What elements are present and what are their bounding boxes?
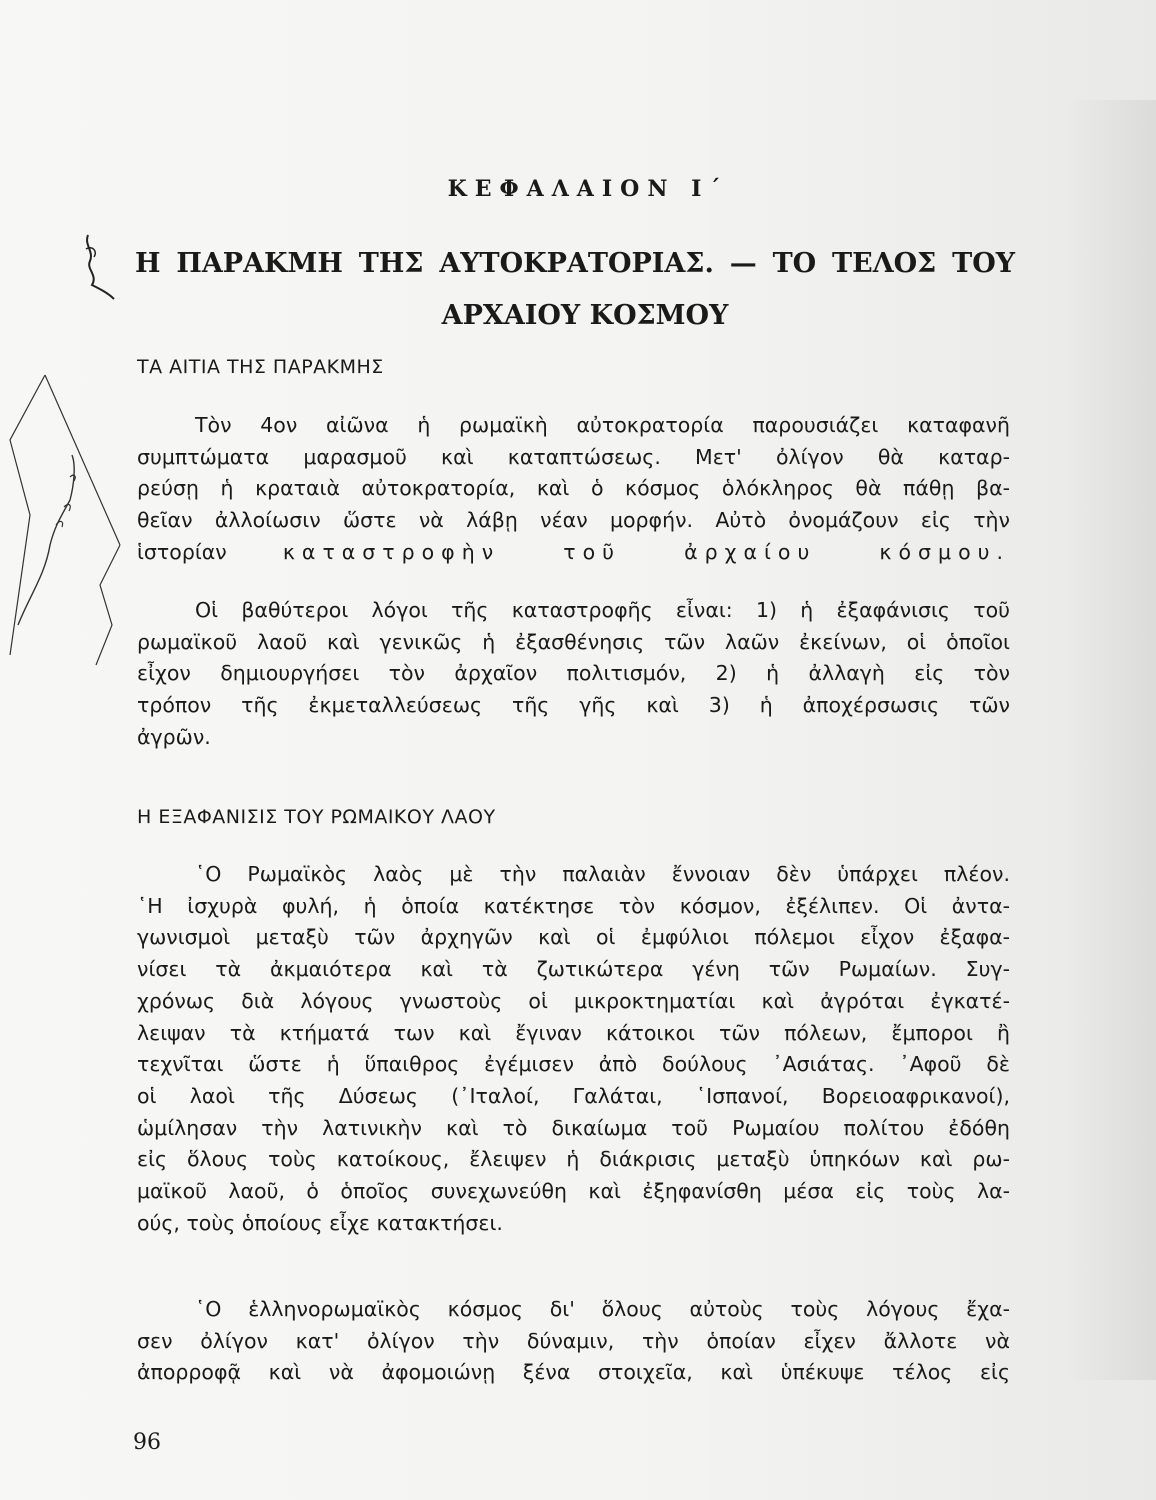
text-line: Τὸν 4ον αἰῶνα ἡ ρωμαϊκὴ αὐτοκρατορία παρουσιάζει καταφανῆ (195, 413, 1010, 437)
text-line: εἶχον δημιουργήσει τὸν ἀρχαῖον πολιτισμόν, 2) ἡ ἀλλαγὴ εἰς τὸν (137, 661, 1010, 686)
text-run: ἱστορίαν (137, 539, 227, 564)
chapter-title-line1: Η ΠΑΡΑΚΜΗ ΤΗΣ ΑΥΤΟΚΡΑΤΟΡΙΑΣ. — ΤΟ ΤΕΛΟΣ ΤΟΥ (135, 248, 1015, 279)
emphasized-spaced-text: καταστροφὴν τοῦ ἀρχαίου κόσμου. (282, 539, 1010, 564)
text-line: ἀπορροφᾷ καὶ νὰ ἀφομοιώνῃ ξένα στοιχεῖα, καὶ ὑπέκυψε τέλος εἰς (137, 1360, 1010, 1385)
chapter-heading: ΚΕΦΑΛΑΙΟΝ Ι΄ (447, 176, 729, 202)
text-line: θεῖαν ἀλλοίωσιν ὥστε νὰ λάβῃ νέαν μορφήν. Αὐτὸ ὀνομάζουν εἰς τὴν (137, 508, 1010, 533)
text-line: ρεύσῃ ἡ κραταιὰ αὐτοκρατορία, καὶ ὁ κόσμος ὁλόκληρος θὰ πάθῃ βα- (137, 476, 1010, 501)
section-heading-disappearance: Η ΕΞΑΦΑΝΙΣΙΣ ΤΟΥ ΡΩΜΑΙΚΟΥ ΛΑΟΥ (137, 806, 496, 828)
text-line: ρωμαϊκοῦ λαοῦ καὶ γενικῶς ἡ ἐξασθένησις τῶν λαῶν ἐκείνων, οἱ ὁποῖοι (137, 629, 1010, 654)
text-line: ἀγρῶν. (137, 724, 211, 749)
chapter-title-line2: ΑΡΧΑΙΟΥ ΚΟΣΜΟΥ (441, 300, 729, 331)
text-line: νίσει τὰ ἀκμαιότερα καὶ τὰ ζωτικώτερα γένη τῶν Ρωμαίων. Συγ- (137, 957, 1010, 982)
page-number: 96 (133, 1430, 161, 1455)
paragraph-causes-intro (137, 410, 1010, 569)
text-line: γωνισμοὶ μεταξὺ τῶν ἀρχηγῶν καὶ οἱ ἐμφύλιοι πόλεμοι εἶχον ἐξαφα- (137, 925, 1010, 950)
text-line: οἱ λαοὶ τῆς Δύσεως (᾿Ιταλοί, Γαλάται, ῾Ισπανοί, Βορειοαφρικανοί), (137, 1083, 1010, 1108)
section-heading-causes: ΤΑ ΑΙΤΙΑ ΤΗΣ ΠΑΡΑΚΜΗΣ (137, 356, 384, 378)
text-line: τεχνῖται ὥστε ἡ ὕπαιθρος ἐγέμισεν ἀπὸ δούλους ᾿Ασιάτας. ᾿Αφοῦ δὲ (137, 1052, 1010, 1077)
chapter-title (135, 238, 1015, 342)
paragraph-greco-roman-world (137, 1294, 1010, 1389)
text-line: Οἱ βαθύτεροι λόγοι τῆς καταστροφῆς εἶναι: 1) ἡ ἐξαφάνισις τοῦ (195, 598, 1010, 622)
text-line: ὡμίλησαν τὴν λατινικὴν καὶ τὸ δικαίωμα τοῦ Ρωμαίου πολίτου ἐδόθη (137, 1115, 1010, 1140)
paragraph-roman-people (137, 859, 1010, 1239)
text-line: τρόπον τῆς ἐκμεταλλεύσεως τῆς γῆς καὶ 3) ἡ ἀποχέρσωσις τῶν (137, 693, 1010, 718)
paragraph-causes-list (137, 595, 1010, 754)
text-line: ῾Ο ἑλληνορωμαϊκὸς κόσμος δι' ὅλους αὐτοὺς τοὺς λόγους ἔχα- (195, 1297, 1010, 1321)
text-line: μαϊκοῦ λαοῦ, ὁ ὁποῖος συνεχωνεύθη καὶ ἐξηφανίσθη μέσα εἰς τοὺς λα- (137, 1179, 1010, 1204)
text-line: ῾Η ἰσχυρὰ φυλή, ἡ ὁποία κατέκτησε τὸν κόσμον, ἐξέλιπεν. Οἱ ἀντα- (137, 893, 1010, 918)
text-line: ούς, τοὺς ὁποίους εἶχε κατακτήσει. (137, 1210, 503, 1235)
text-line: ῾Ο Ρωμαϊκὸς λαὸς μὲ τὴν παλαιὰν ἔννοιαν δὲν ὑπάρχει πλέον. (195, 862, 1010, 886)
text-line: σεν ὀλίγον κατ' ὀλίγον τὴν δύναμιν, τὴν ὁποίαν εἶχεν ἄλλοτε νὰ (137, 1328, 1010, 1353)
text-line: χρόνως διὰ λόγους γνωστοὺς οἱ μικροκτηματίαι καὶ ἀγρόται ἐγκατέ- (137, 988, 1010, 1013)
text-line: εἰς ὅλους τοὺς κατοίκους, ἔλειψεν ἡ διάκρισις μεταξὺ ὑπηκόων καὶ ρω- (137, 1147, 1010, 1172)
text-line: λειψαν τὰ κτήματά των καὶ ἔγιναν κάτοικοι τῶν πόλεων, ἔμποροι ἢ (137, 1020, 1010, 1045)
text-line: συμπτώματα μαρασμοῦ καὶ καταπτώσεως. Μετ' ὀλίγον θὰ καταρ- (137, 444, 1010, 469)
show-through-shadow (1066, 100, 1156, 1380)
text-line (137, 537, 1010, 569)
